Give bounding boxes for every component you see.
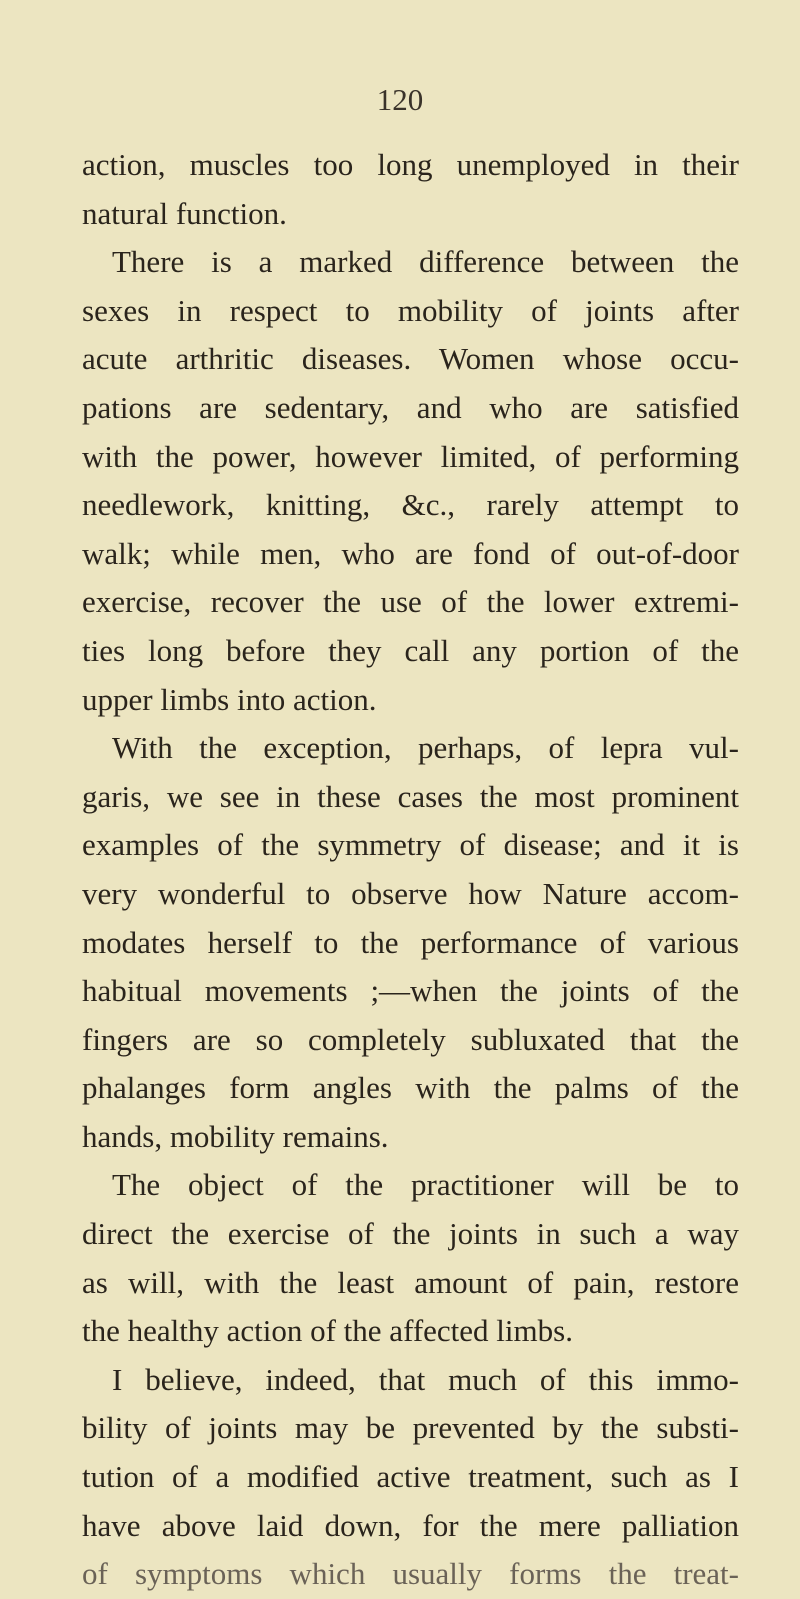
text-line: habitual movements ;—when the joints of the bbox=[82, 973, 739, 1009]
text-line: have above laid down, for the mere palliation bbox=[82, 1507, 739, 1543]
text-line: I believe, indeed, that much of this immo- bbox=[112, 1361, 739, 1397]
text-line: of symptoms which usually forms the treat- bbox=[82, 1556, 739, 1592]
text-line: fingers are so completely subluxated that the bbox=[82, 1021, 739, 1057]
text-line: pations are sedentary, and who are satisfied bbox=[82, 389, 739, 425]
text-line: The object of the practitioner will be to bbox=[112, 1167, 739, 1203]
page-number: 120 bbox=[376, 82, 424, 117]
body-text bbox=[82, 141, 739, 1599]
text-line: examples of the symmetry of disease; and it is bbox=[82, 827, 739, 863]
text-line: modates herself to the performance of various bbox=[82, 924, 739, 960]
text-line: garis, we see in these cases the most prominent bbox=[82, 778, 739, 814]
text-line: walk; while men, who are fond of out-of-door bbox=[82, 535, 739, 571]
text-line: acute arthritic diseases. Women whose occu- bbox=[82, 341, 739, 377]
text-line: upper limbs into action. bbox=[82, 681, 377, 717]
text-line: ties long before they call any portion of the bbox=[82, 632, 739, 668]
text-line: very wonderful to observe how Nature accom- bbox=[82, 875, 739, 911]
text-line: phalanges form angles with the palms of the bbox=[82, 1070, 739, 1106]
text-line: exercise, recover the use of the lower extremi- bbox=[82, 584, 739, 620]
text-line: direct the exercise of the joints in such a way bbox=[82, 1216, 739, 1252]
text-line: sexes in respect to mobility of joints after bbox=[82, 292, 739, 328]
text-line: hands, mobility remains. bbox=[82, 1118, 389, 1154]
text-line: action, muscles too long unemployed in their bbox=[82, 147, 739, 182]
text-line: the healthy action of the affected limbs. bbox=[82, 1313, 573, 1349]
text-line: natural function. bbox=[82, 195, 287, 231]
text-line: as will, with the least amount of pain, restore bbox=[82, 1264, 739, 1300]
text-line: with the power, however limited, of performing bbox=[82, 438, 739, 474]
text-line: needlework, knitting, &c., rarely attempt to bbox=[82, 487, 739, 523]
text-line: bility of joints may be prevented by the substi- bbox=[82, 1410, 739, 1446]
text-line: There is a marked difference between the bbox=[112, 244, 739, 280]
text-line: tution of a modified active treatment, such as I bbox=[82, 1459, 739, 1495]
text-line: With the exception, perhaps, of lepra vul- bbox=[112, 730, 739, 766]
